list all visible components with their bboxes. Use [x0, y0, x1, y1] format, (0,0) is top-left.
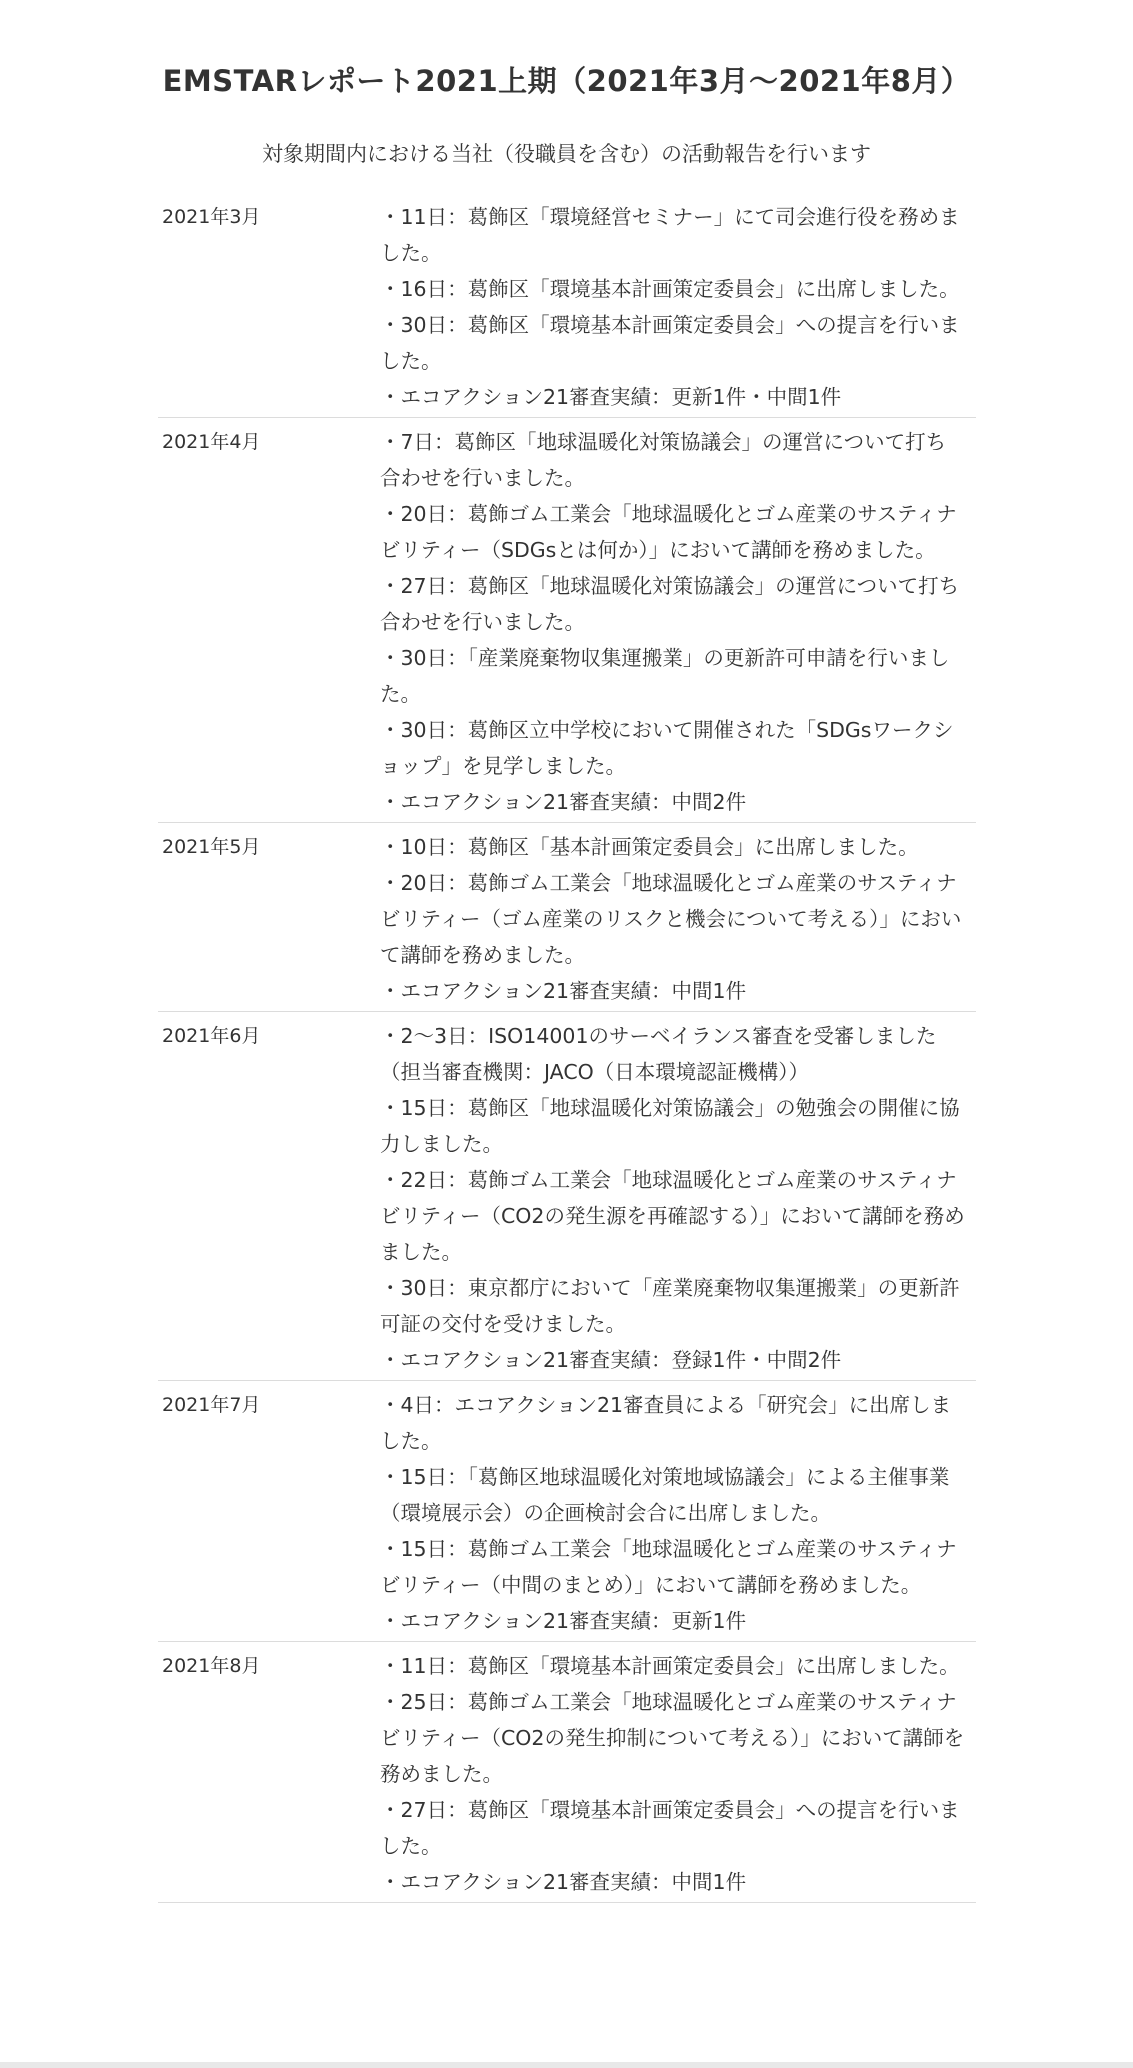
activity-item: ・エコアクション21審査実績：更新1件・中間1件	[380, 385, 842, 409]
activity-item: ・25日：葛飾ゴム工業会「地球温暖化とゴム産業のサスティナビリティー（CO2の発生抑制について考える）」において講師を務めました。	[380, 1690, 965, 1786]
month-row	[158, 199, 976, 418]
activity-item: ・30日：東京都庁において「産業廃棄物収集運搬業」の更新許可証の交付を受けました。	[380, 1276, 960, 1336]
activity-item: ・20日：葛飾ゴム工業会「地球温暖化とゴム産業のサスティナビリティー（SDGsとは何か）」において講師を務めました。	[380, 502, 957, 562]
month-label: 2021年7月	[162, 1394, 261, 1416]
month-row	[158, 1387, 976, 1642]
activity-item: ・エコアクション21審査実績：更新1件	[380, 1609, 747, 1633]
activity-list	[378, 1648, 965, 1900]
month-label: 2021年4月	[162, 431, 261, 453]
activity-item: ・15日：葛飾区「地球温暖化対策協議会」の勉強会の開催に協力しました。	[380, 1096, 960, 1156]
activity-item: ・7日：葛飾区「地球温暖化対策協議会」の運営について打ち合わせを行いました。	[380, 430, 947, 490]
page-subtitle: 対象期間内における当社（役職員を含む）の活動報告を行います	[262, 142, 871, 166]
activity-item: ・30日：「産業廃棄物収集運搬業」の更新許可申請を行いました。	[380, 646, 950, 706]
month-row	[158, 424, 976, 823]
activity-list	[378, 829, 965, 1009]
month-row	[158, 1648, 976, 1903]
page-title: EMSTARレポート2021上期（2021年3月～2021年8月）	[162, 64, 971, 99]
activity-item: ・30日：葛飾区立中学校において開催された「SDGsワークショップ」を見学しました。	[380, 718, 954, 778]
activity-item: ・11日：葛飾区「環境基本計画策定委員会」に出席しました。	[380, 1654, 960, 1678]
activity-item: ・20日：葛飾ゴム工業会「地球温暖化とゴム産業のサスティナビリティー（ゴム産業のリスクと機会について考える）」において講師を務めました。	[380, 871, 962, 967]
activity-item: ・16日：葛飾区「環境基本計画策定委員会」に出席しました。	[380, 277, 960, 301]
activity-item: ・11日：葛飾区「環境経営セミナー」にて司会進行役を務めました。	[380, 205, 960, 265]
activity-list	[378, 1387, 965, 1639]
activity-item: ・エコアクション21審査実績：中間1件	[380, 1870, 747, 1894]
activity-list	[378, 1018, 965, 1378]
activity-item: ・エコアクション21審査実績：登録1件・中間2件	[380, 1348, 842, 1372]
activity-item: ・15日：「葛飾区地球温暖化対策地域協議会」による主催事業（環境展示会）の企画検討会合に出席しました。	[380, 1465, 950, 1525]
month-label: 2021年8月	[162, 1655, 261, 1677]
activity-item: ・10日：葛飾区「基本計画策定委員会」に出席しました。	[380, 835, 919, 859]
activity-item: ・エコアクション21審査実績：中間1件	[380, 979, 747, 1003]
month-label: 2021年5月	[162, 836, 261, 858]
activity-item: ・エコアクション21審査実績：中間2件	[380, 790, 747, 814]
page-bottom-divider	[0, 2062, 1133, 2068]
activity-report-table	[158, 199, 976, 1909]
activity-item: ・15日：葛飾ゴム工業会「地球温暖化とゴム産業のサスティナビリティー（中間のまとめ）」において講師を務めました。	[380, 1537, 957, 1597]
month-label: 2021年6月	[162, 1025, 261, 1047]
month-label: 2021年3月	[162, 206, 261, 228]
activity-list	[378, 424, 965, 820]
month-row	[158, 829, 976, 1012]
month-row	[158, 1018, 976, 1381]
activity-list	[378, 199, 965, 415]
activity-item: ・30日：葛飾区「環境基本計画策定委員会」への提言を行いました。	[380, 313, 960, 373]
activity-item: ・4日：エコアクション21審査員による「研究会」に出席しました。	[380, 1393, 952, 1453]
activity-item: ・27日：葛飾区「地球温暖化対策協議会」の運営について打ち合わせを行いました。	[380, 574, 960, 634]
activity-item: ・2～3日：ISO14001のサーベイランス審査を受審しました（担当審査機関：JACO（日本環境認証機構））	[380, 1024, 937, 1084]
activity-item: ・27日：葛飾区「環境基本計画策定委員会」への提言を行いました。	[380, 1798, 960, 1858]
activity-item: ・22日：葛飾ゴム工業会「地球温暖化とゴム産業のサスティナビリティー（CO2の発生源を再確認する）」において講師を務めました。	[380, 1168, 965, 1264]
